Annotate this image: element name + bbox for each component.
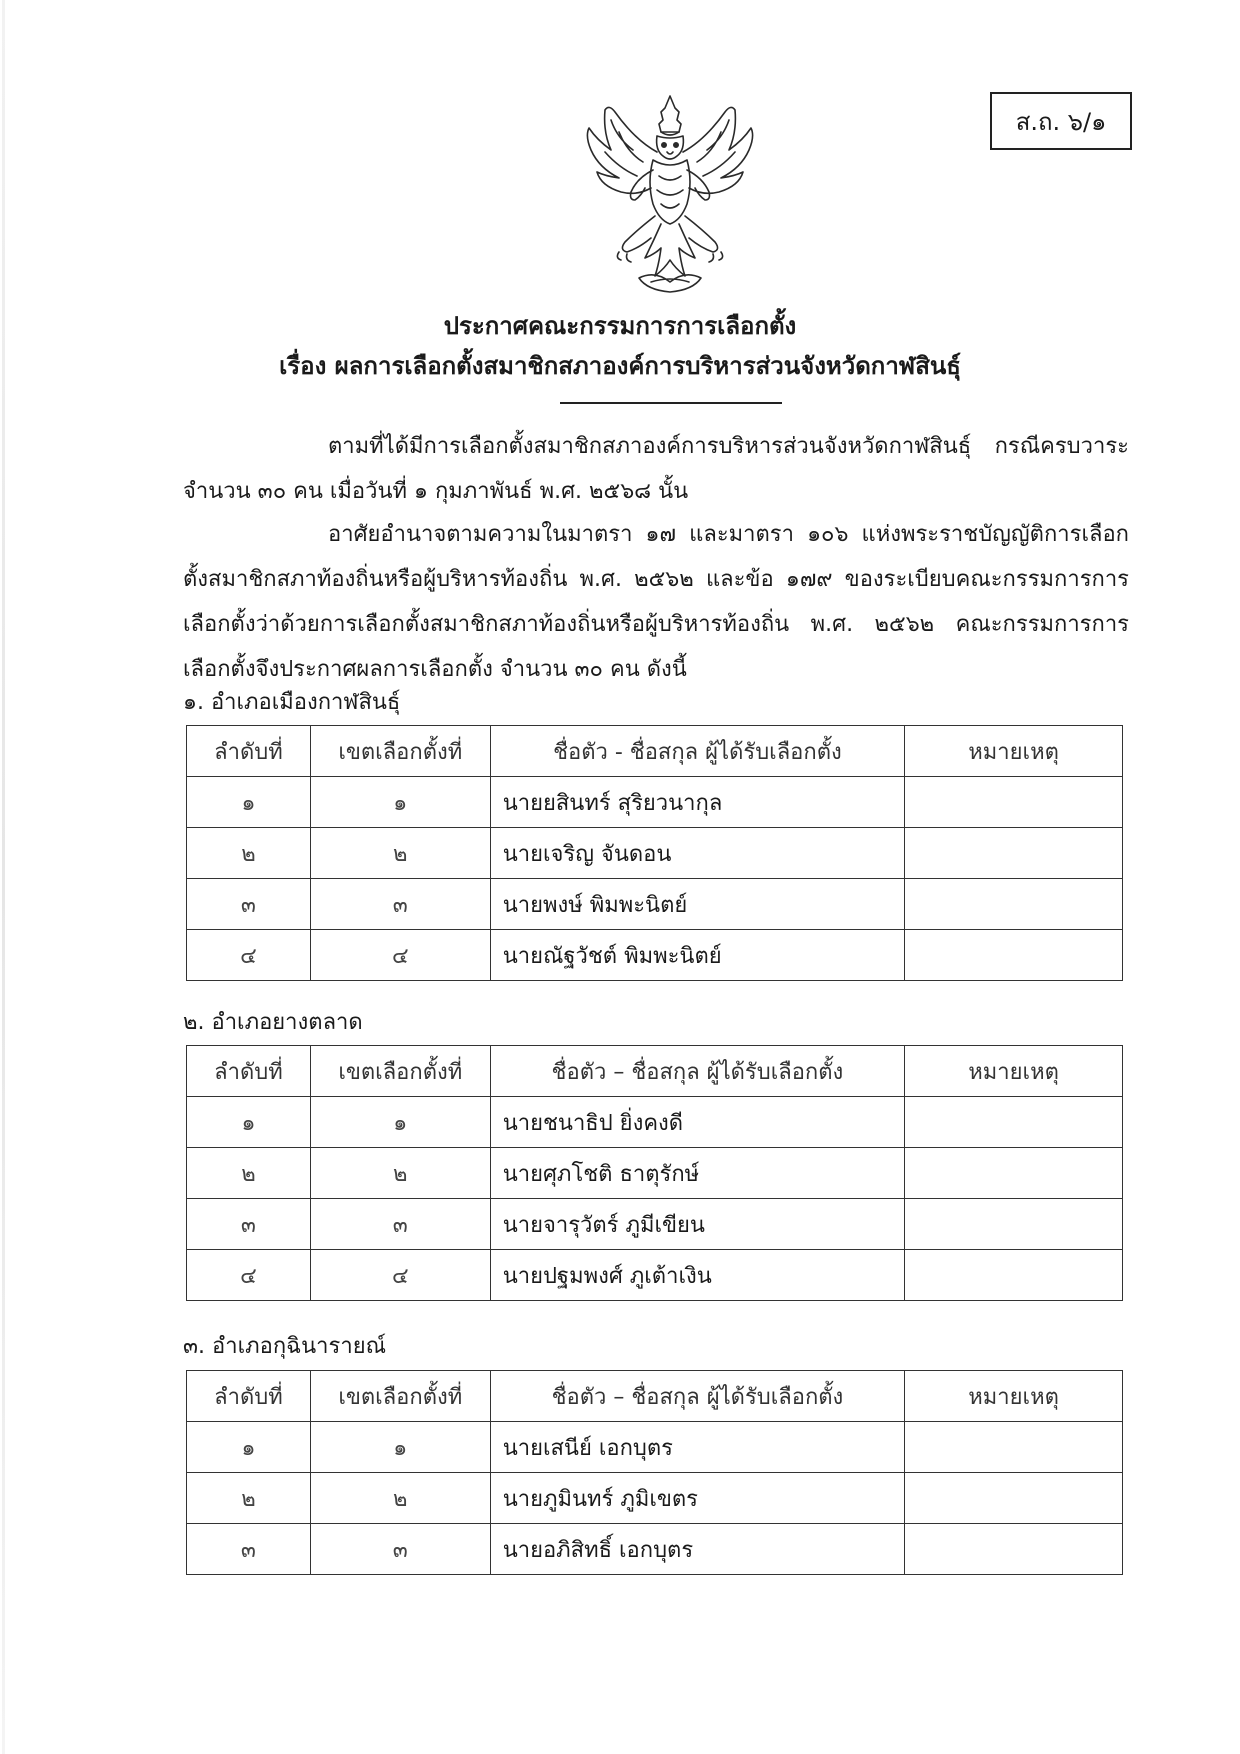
announcement-subject: เรื่อง ผลการเลือกตั้งสมาชิกสภาองค์การบริหารส่วนจังหวัดกาฬสินธุ์: [279, 352, 961, 380]
table-row: [187, 1524, 1123, 1575]
cell-order: ๒: [187, 1148, 311, 1199]
cell-order: ๒: [187, 1473, 311, 1524]
cell-name: นายเจริญ จันดอน: [490, 828, 904, 879]
cell-order: ๔: [187, 930, 311, 981]
district-heading: ๒. อำเภอยางตลาด: [183, 1010, 363, 1035]
cell-note: [905, 777, 1123, 828]
cell-zone: ๓: [310, 879, 490, 930]
table-row: [187, 930, 1123, 981]
cell-zone: ๒: [310, 828, 490, 879]
cell-zone: ๒: [310, 1473, 490, 1524]
table-row: [187, 1422, 1123, 1473]
cell-name: นายชนาธิป ยิ่งคงดี: [490, 1097, 904, 1148]
cell-name: นายศุภโชติ ธาตุรักษ์: [490, 1148, 904, 1199]
cell-name: นายยสินทร์ สุริยวนากุล: [490, 777, 904, 828]
cell-order: ๑: [187, 1422, 311, 1473]
col-note: หมายเหตุ: [905, 1046, 1123, 1097]
cell-zone: ๔: [310, 1250, 490, 1301]
table-row: [187, 777, 1123, 828]
table-row: [187, 828, 1123, 879]
cell-note: [905, 828, 1123, 879]
cell-note: [905, 1097, 1123, 1148]
results-table: [186, 1370, 1123, 1575]
cell-note: [905, 879, 1123, 930]
cell-name: นายเสนีย์ เอกบุตร: [490, 1422, 904, 1473]
cell-note: [905, 1524, 1123, 1575]
form-code-box: [990, 92, 1132, 150]
cell-note: [905, 930, 1123, 981]
cell-order: ๓: [187, 879, 311, 930]
cell-zone: ๑: [310, 777, 490, 828]
cell-order: ๔: [187, 1250, 311, 1301]
table-row: [187, 1250, 1123, 1301]
form-code-text: ส.ถ. ๖/๑: [1015, 107, 1107, 136]
district-heading: ๓. อำเภอกุฉินารายณ์: [183, 1334, 386, 1359]
table-header-row: [187, 1046, 1123, 1097]
cell-order: ๓: [187, 1199, 311, 1250]
col-zone: เขตเลือกตั้งที่: [310, 1371, 490, 1422]
title-divider: [560, 402, 782, 404]
cell-name: นายอภิสิทธิ์ เอกบุตร: [490, 1524, 904, 1575]
table-row: [187, 1473, 1123, 1524]
cell-note: [905, 1199, 1123, 1250]
cell-zone: ๑: [310, 1097, 490, 1148]
garuda-emblem-icon: [575, 92, 765, 297]
cell-name: นายปฐมพงศ์ ภูเต้าเงิน: [490, 1250, 904, 1301]
cell-note: [905, 1250, 1123, 1301]
cell-zone: ๑: [310, 1422, 490, 1473]
cell-zone: ๔: [310, 930, 490, 981]
cell-order: ๑: [187, 777, 311, 828]
col-order: ลำดับที่: [187, 1371, 311, 1422]
col-order: ลำดับที่: [187, 726, 311, 777]
col-zone: เขตเลือกตั้งที่: [310, 1046, 490, 1097]
table-row: [187, 1148, 1123, 1199]
col-zone: เขตเลือกตั้งที่: [310, 726, 490, 777]
col-note: หมายเหตุ: [905, 726, 1123, 777]
cell-note: [905, 1422, 1123, 1473]
intro-paragraph: ตามที่ได้มีการเลือกตั้งสมาชิกสภาองค์การบริหารส่วนจังหวัดกาฬสินธุ์ กรณีครบวาระ จำนวน ๓๐ คน เมื่อวันที่ ๑ กุมภาพันธ์ พ.ศ. ๒๕๖๘ นั้น: [183, 434, 1129, 504]
district-heading: ๑. อำเภอเมืองกาฬสินธุ์: [183, 690, 401, 715]
table-row: [187, 1097, 1123, 1148]
cell-name: นายพงษ์ พิมพะนิตย์: [490, 879, 904, 930]
table-header-row: [187, 726, 1123, 777]
col-name: ชื่อตัว – ชื่อสกุล ผู้ได้รับเลือกตั้ง: [490, 1046, 904, 1097]
cell-zone: ๓: [310, 1199, 490, 1250]
authority-paragraph: อาศัยอำนาจตามความในมาตรา ๑๗ และมาตรา ๑๐๖ แห่งพระราชบัญญัติการเลือกตั้งสมาชิกสภาท้องถิ่นหรือผู้บริหารท้องถิ่น พ.ศ. ๒๕๖๒ และข้อ ๑๗๙ ของระเบียบคณะกรรมการการเลือกตั้งว่าด้วยการเลือกตั้งสมาชิกสภาท้องถิ่นหรือผู้บริหารท้องถิ่น พ.ศ. ๒๕๖๒ คณะกรรมการการเลือกตั้งจึงประกาศผลการเลือกตั้ง จำนวน ๓๐ คน ดังนี้: [183, 522, 1129, 682]
cell-note: [905, 1148, 1123, 1199]
cell-order: ๓: [187, 1524, 311, 1575]
col-name: ชื่อตัว – ชื่อสกุล ผู้ได้รับเลือกตั้ง: [490, 1371, 904, 1422]
cell-note: [905, 1473, 1123, 1524]
table-row: [187, 1199, 1123, 1250]
cell-order: ๒: [187, 828, 311, 879]
cell-name: นายจารุวัตร์ ภูมีเขียน: [490, 1199, 904, 1250]
cell-name: นายณัฐวัชต์ พิมพะนิตย์: [490, 930, 904, 981]
cell-order: ๑: [187, 1097, 311, 1148]
col-name: ชื่อตัว - ชื่อสกุล ผู้ได้รับเลือกตั้ง: [490, 726, 904, 777]
scan-edge: [2, 0, 5, 1754]
results-table: [186, 1045, 1123, 1301]
cell-zone: ๒: [310, 1148, 490, 1199]
table-row: [187, 879, 1123, 930]
announcement-title: ประกาศคณะกรรมการการเลือกตั้ง: [443, 312, 797, 340]
table-header-row: [187, 1371, 1123, 1422]
col-order: ลำดับที่: [187, 1046, 311, 1097]
results-table: [186, 725, 1123, 981]
cell-zone: ๓: [310, 1524, 490, 1575]
col-note: หมายเหตุ: [905, 1371, 1123, 1422]
cell-name: นายภูมินทร์ ภูมิเขตร: [490, 1473, 904, 1524]
